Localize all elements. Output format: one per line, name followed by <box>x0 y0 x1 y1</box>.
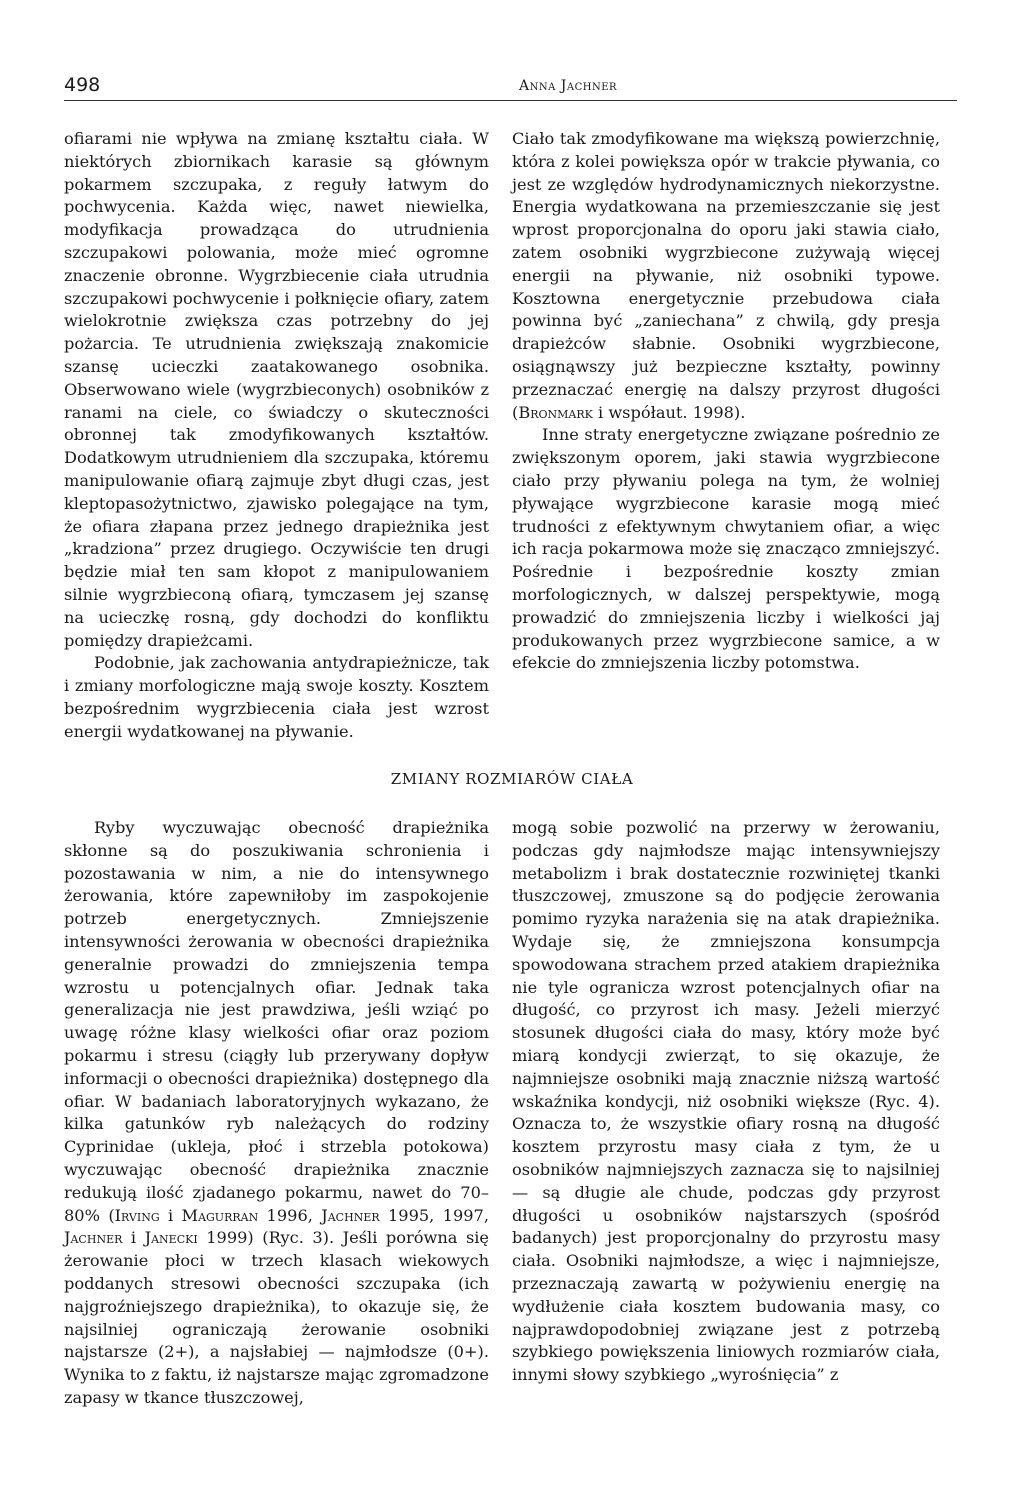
top-left-column: ofiarami nie wpływa na zmianę kształtu ciała. W niektórych zbiornikach karasie są głównym pokarmem szczupaka, z reguły łatwym do pochwycenia. Każda więc, nawet niewielka, modyfikacja prowadząca do utrudnienia szczupakowi polowania, może mieć ogromne znaczenie obronne. Wygrzbiecenie ciała utrudnia szczupakowi pochwycenie i połknięcie ofiary, zatem wielokrotnie zwiększa czas potrzebny do jej pożarcia. Te utrudnienia zwiększają znakomicie szansę ucieczki zaatakowanego osobnika. Obserwowano wiele (wygrzbieconych) osobników z ranami na ciele, co świadczy o skuteczności obronnej tak zmodyfikowanych kształtów. Dodatkowym utrudnieniem dla szczupaka, któremu manipulowanie ofiarą zajmuje zbyt długi czas, jest kleptopasożytnictwo, zjawisko polegające na tym, że ofiara złapana przez jednego drapieżnika jest „kradziona” przez drugiego. Oczywiście ten drugi będzie miał ten sam kłopot z manipulowaniem silnie wygrzbieconą ofiarą, tymczasem jej szansę na ucieczkę rosną, gdy dochodzi do konfliktu pomiędzy drapieżcami. Podobnie, jak zachowania antydrapieżnicze, tak i zmiany morfologiczne mają swoje koszty. Kosztem bezpośrednim wygrzbiecenia ciała jest wzrost energii wydatkowanej na pływanie. <box>64 129 489 741</box>
running-head: Anna Jachner <box>519 78 618 94</box>
page-number: 498 <box>64 74 101 96</box>
bottom-right-column: mogą sobie pozwolić na przerwy w żerowaniu, podczas gdy najmłodsze mając intensywniejszy metabolizm i brak dostatecznie rozwiniętej tkanki tłuszczowej, zmuszone są do podjęcie żerowania pomimo ryzyka narażenia się na atak drapieżnika. Wydaje się, że zmniejszona konsumpcja spowodowana strachem przed atakiem drapieżnika nie tyle ogranicza wzrost potencjalnych ofiar na długość, co przyrost ich masy. Jeżeli mierzyć stosunek długości ciała do masy, który może być miarą kondycji zwierząt, to się okazuje, że najmniejsze osobniki mają znacznie niższą wartość wskaźnika kondycji, niż osobniki większe (Ryc. 4). Oznacza to, że wszystkie ofiary rosną na długość kosztem przyrostu masy ciała z tym, że u osobników najmniejszych zaznacza się to najsilniej — są długie ale chude, podczas gdy przyrost długości u osobników najstarszych (spośród badanych) jest proporcjonalny do przyrostu masy ciała. Osobniki najmłodsze, a więc i najmniejsze, przeznaczają zawartą w pożywieniu energię na wydłużenie ciała kosztem budowania masy, co najprawdopodobniej związane jest z potrzebą szybkiego powiększenia liniowych rozmiarów ciała, innymi słowy szybkiego „wyrośnięcia” z <box>512 818 940 1385</box>
section-title: ZMIANY ROZMIARÓW CIAŁA <box>390 770 634 788</box>
top-right-column: Ciało tak zmodyfikowane ma większą powierzchnię, która z kolei powiększa opór w trakcie pływania, co jest ze względów hydrodynamicznych niekorzystne. Energia wydatkowana na przemieszczanie się jest wprost proporcjonalna do oporu jaki stawia ciało, zatem osobniki wygrzbiecone zużywają więcej energii na pływanie, niż osobniki typowe. Kosztowna energetycznie przebudowa ciała powinna być „zaniechana” z chwilą, gdy presja drapieżców słabnie. Osobniki wygrzbiecone, osiągnąwszy już bezpieczne kształty, powinny przeznaczać energię na dalszy przyrost długości (Bronmark i współaut. 1998). Inne straty energetyczne związane pośrednio ze zwiększonym oporem, jaki stawia wygrzbiecone ciało przy pływaniu polega na tym, że wolniej pływające wygrzbiecone karasie mogą mieć trudności z efektywnym chwytaniem ofiar, a więc ich racja pokarmowa może się znacząco zmniejszyć. Pośrednie i bezpośrednie koszty zmian morfologicznych, w dalszej perspektywie, mogą prowadzić do zmniejszenia liczby i wielkości jaj produkowanych przez wygrzbiecone samice, a w efekcie do zmniejszenia liczby potomstwa. <box>512 129 940 673</box>
page-header <box>64 74 957 101</box>
bottom-left-column: Ryby wyczuwając obecność drapieżnika skłonne są do poszukiwania schronienia i pozostawania w nim, a nie do intensywnego żerowania, które zapewniłoby im zaspokojenie potrzeb energetycznych. Zmniejszenie intensywności żerowania w obecności drapieżnika generalnie prowadzi do zmniejszenia tempa wzrostu u potencjalnych ofiar. Jednak taka generalizacja nie jest prawdziwa, jeśli wziąć po uwagę różne klasy wielkości ofiar oraz poziom pokarmu i stresu (ciągły lub przerywany dopływ informacji o obecności drapieżnika) dostępnego dla ofiar. W badaniach laboratoryjnych wykazano, że kilka gatunków ryb należących do rodziny Cyprinidae (ukleja, płoć i strzebla potokowa) wyczuwając obecność drapieżnika znacznie redukują ilość zjadanego pokarmu, nawet do 70–80% (Irving i Magurran 1996, Jachner 1995, 1997, Jachner i Janecki 1999) (Ryc. 3). Jeśli porówna się żerowanie płoci w trzech klasach wiekowych poddanych stresowi obecności szczupaka (ich najgroźniejszego drapieżnika), to okazuje się, że najsilniej ograniczają żerowanie osobniki najstarsze (2+), a najsłabiej — najmłodsze (0+). Wynika to z faktu, iż najstarsze mając zgromadzone zapasy w tkance tłuszczowej, <box>64 818 490 1407</box>
